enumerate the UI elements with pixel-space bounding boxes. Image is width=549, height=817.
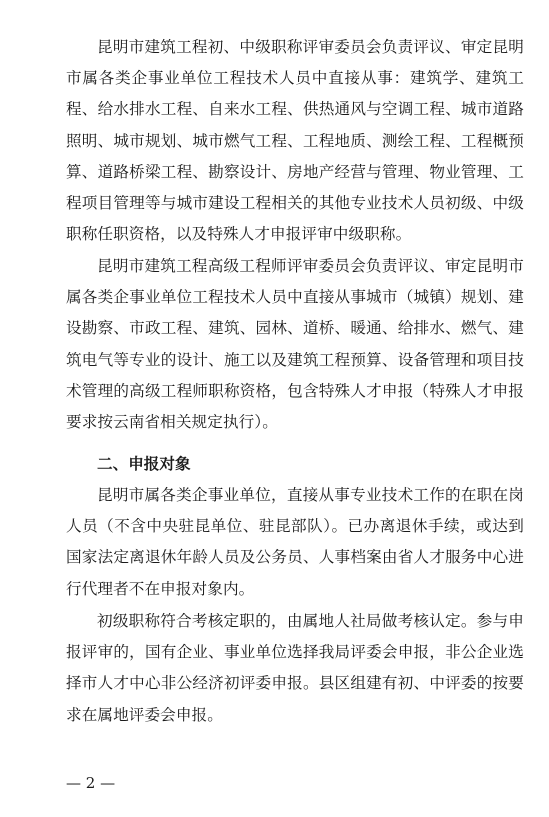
section-heading-applicants: 二、申报对象 xyxy=(97,455,191,473)
paragraph-applicant-scope: 昆明市属各类企事业单位，直接从事专业技术工作的在职在岗人员（不含中央驻昆单位、驻昆部队）。已办离退休手续，或达到国家法定离退休年龄人员及公务员、人事档案由省人才服务中心进行代理者不在申报对象内。 xyxy=(66,486,524,598)
paragraph-evaluation-committee-junior: 昆明市建筑工程初、中级职称评审委员会负责评议、审定昆明市属各类企事业单位工程技术人员中直接从事：建筑学、建筑工程、给水排水工程、自来水工程、供热通风与空调工程、城市道路照明、城市规划、城市燃气工程、工程地质、测绘工程、工程概预算、道路桥梁工程、勘察设计、房地产经营与管理、物业管理、工程项目管理等与城市建设工程相关的其他专业技术人员初级、中级职称任职资格，以及特殊人才申报评审中级职称。 xyxy=(66,38,524,244)
page-number: — 2 — xyxy=(66,774,116,792)
paragraph-evaluation-committee-senior: 昆明市建筑工程高级工程师评审委员会负责评议、审定昆明市属各类企事业单位工程技术人员中直接从事城市（城镇）规划、建设勘察、市政工程、建筑、园林、道桥、暖通、给排水、燃气、建筑电气等专业的设计、施工以及建筑工程预算、设备管理和项目技术管理的高级工程师职称资格，包含特殊人才申报（特殊人才申报要求按云南省相关规定执行）。 xyxy=(66,257,524,432)
paragraph-application-channels: 初级职称符合考核定职的，由属地人社局做考核认定。参与申报评审的，国有企业、事业单位选择我局评委会申报，非公企业选择市人才中心非公经济初评委申报。县区组建有初、中评委的按要求在属地评委会申报。 xyxy=(66,612,524,724)
